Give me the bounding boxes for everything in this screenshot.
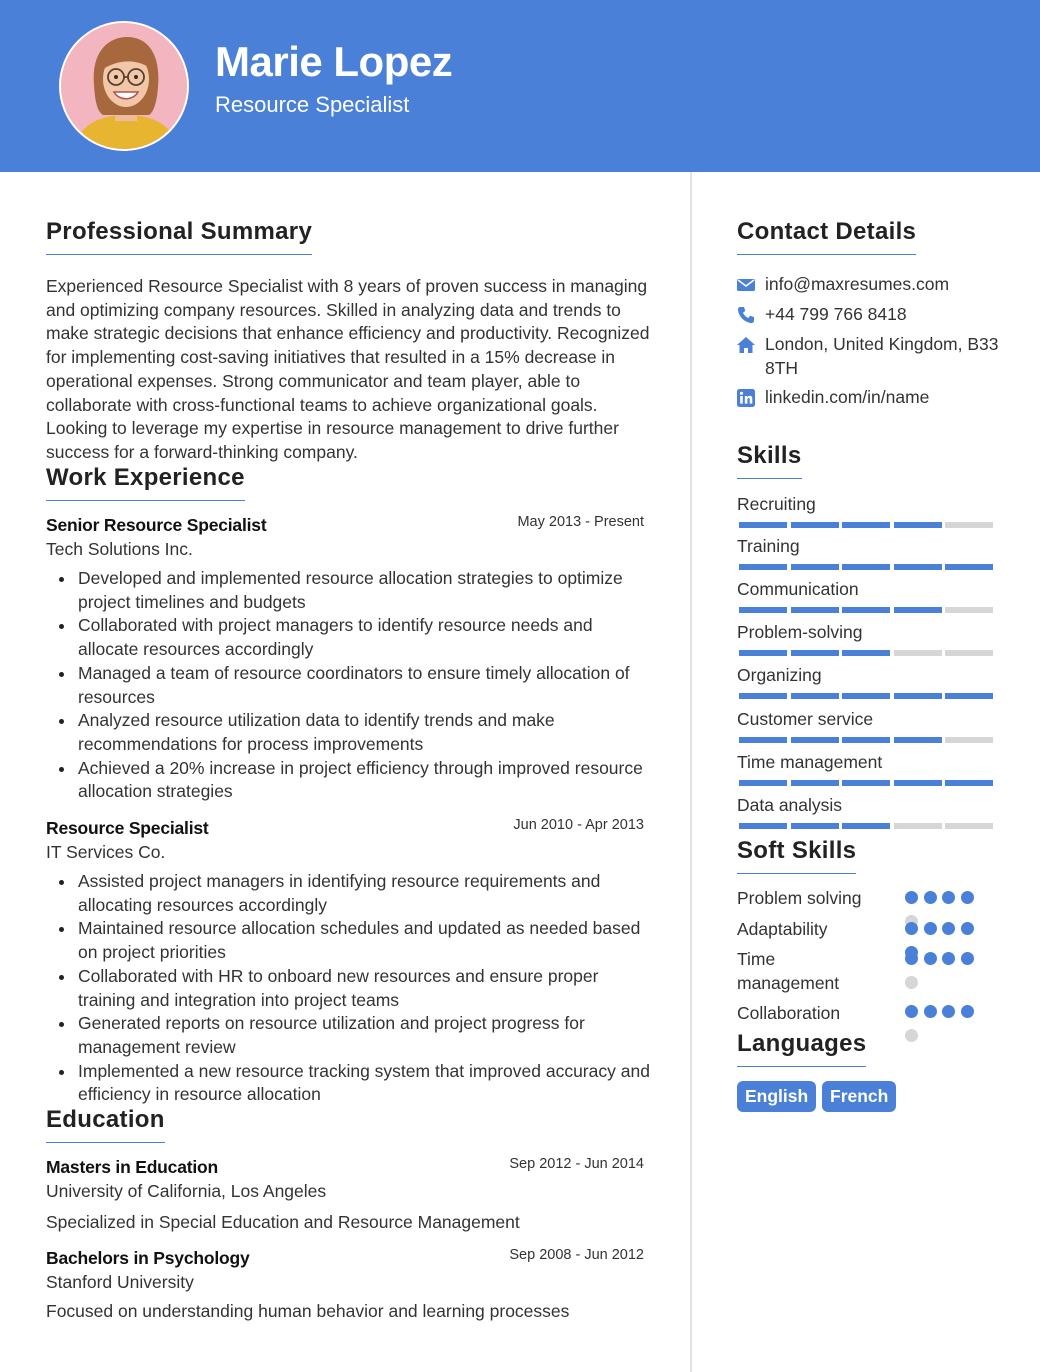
soft-skill-dot (905, 891, 918, 904)
profile-photo (59, 21, 189, 151)
phone-icon (737, 306, 755, 324)
soft-skills-heading: Soft Skills (737, 837, 857, 864)
skill-level-segment (894, 564, 942, 570)
skill-name: Problem-solving (737, 622, 863, 642)
skill-level-segment (842, 522, 890, 528)
skill-level-segment (945, 823, 993, 829)
degree-dates: Sep 2008 - Jun 2012 (509, 1247, 644, 1263)
education-heading: Education (46, 1106, 165, 1133)
skill-level-bar (739, 650, 993, 656)
job-bullet: Implemented a new resource tracking system that improved accuracy and efficiency in resource allocation (46, 1060, 656, 1107)
skill-level-segment (842, 650, 890, 656)
skill-level-segment (842, 607, 890, 613)
job-bullet: Achieved a 20% increase in project efficiency through improved resource allocation strategies (46, 757, 656, 804)
skill-level-segment (945, 693, 993, 699)
skill-level-segment (739, 780, 787, 786)
home-icon (737, 336, 755, 354)
soft-skill-dot (961, 1005, 974, 1018)
skills-heading: Skills (737, 442, 802, 469)
job-bullet: Collaborated with HR to onboard new resources and ensure proper training and integration into project teams (46, 965, 656, 1012)
contact-email-text[interactable]: info@maxresumes.com (765, 274, 950, 294)
summary-heading: Professional Summary (46, 218, 313, 245)
degree-school: Stanford University (46, 1272, 194, 1292)
column-divider (690, 172, 692, 1372)
soft-skill-dot (961, 891, 974, 904)
soft-skill-dot (905, 1005, 918, 1018)
skill-level-segment (739, 693, 787, 699)
degree-title: Masters in Education (46, 1157, 219, 1177)
soft-skill-dot (924, 891, 937, 904)
soft-skill-dot (905, 1029, 918, 1042)
skill-level-bar (739, 737, 993, 743)
soft-skill-name: Collaboration (737, 1003, 841, 1023)
skill-level-segment (945, 780, 993, 786)
skill-level-segment (894, 780, 942, 786)
degree-title: Bachelors in Psychology (46, 1248, 250, 1268)
skill-level-segment (791, 693, 839, 699)
contact-linkedin-text[interactable]: linkedin.com/in/name (765, 387, 930, 407)
skill-level-bar (739, 522, 993, 528)
skill-level-bar (739, 823, 993, 829)
job-bullet: Generated reports on resource utilization and project progress for management review (46, 1012, 656, 1059)
skill-name: Recruiting (737, 494, 816, 514)
skill-level-segment (894, 607, 942, 613)
soft-skill-dot (905, 922, 918, 935)
job-bullet: Analyzed resource utilization data to identify trends and make recommendations for process improvements (46, 709, 656, 756)
soft-skill-dot (905, 952, 918, 965)
skill-level-bar (739, 693, 993, 699)
job-bullet: Collaborated with project managers to identify resource needs and allocate resources accordingly (46, 614, 656, 661)
skill-level-segment (791, 522, 839, 528)
skill-level-bar (739, 564, 993, 570)
soft-skill-dot (942, 952, 955, 965)
skill-level-bar (739, 607, 993, 613)
candidate-title: Resource Specialist (215, 92, 410, 117)
soft-skill-dot (924, 922, 937, 935)
degree-note: Specialized in Special Education and Resource Management (46, 1212, 520, 1232)
skill-level-segment (842, 780, 890, 786)
skill-level-bar (739, 780, 993, 786)
job-dates: May 2013 - Present (517, 514, 644, 530)
language-badge: French (822, 1081, 896, 1112)
skill-level-segment (791, 737, 839, 743)
skill-level-segment (842, 693, 890, 699)
job-bullets (46, 567, 656, 804)
soft-skill-dot (961, 952, 974, 965)
skill-level-segment (945, 737, 993, 743)
skill-level-segment (842, 737, 890, 743)
skill-level-segment (894, 693, 942, 699)
soft-skill-dot (942, 891, 955, 904)
job-title: Senior Resource Specialist (46, 515, 267, 535)
job-company: IT Services Co. (46, 842, 166, 862)
job-bullet: Maintained resource allocation schedules and updated as needed based on project priorities (46, 917, 656, 964)
candidate-name: Marie Lopez (215, 38, 453, 85)
skill-level-segment (739, 737, 787, 743)
soft-skill-name: Problem solving (737, 888, 862, 908)
skill-level-segment (739, 522, 787, 528)
skill-level-segment (791, 780, 839, 786)
job-title: Resource Specialist (46, 818, 209, 838)
skill-level-segment (842, 564, 890, 570)
language-badge: English (737, 1081, 816, 1112)
soft-skill-dot (942, 1005, 955, 1018)
profile-photo-illustration (61, 23, 189, 151)
skill-level-segment (945, 522, 993, 528)
skill-name: Data analysis (737, 795, 843, 815)
skill-level-segment (791, 607, 839, 613)
skill-level-segment (791, 823, 839, 829)
skill-level-segment (842, 823, 890, 829)
skill-level-segment (791, 564, 839, 570)
languages-heading: Languages (737, 1030, 867, 1057)
resume-header (0, 0, 1040, 172)
job-company: Tech Solutions Inc. (46, 539, 193, 559)
contact-address-text: London, United Kingdom, B33 8TH (765, 334, 999, 378)
skill-level-segment (739, 650, 787, 656)
skill-level-segment (791, 650, 839, 656)
soft-skill-name: Adaptability (737, 919, 828, 939)
degree-dates: Sep 2012 - Jun 2014 (509, 1156, 644, 1172)
soft-skill-dot (905, 976, 918, 989)
skill-level-segment (894, 522, 942, 528)
degree-school: University of California, Los Angeles (46, 1181, 327, 1201)
skill-level-segment (894, 650, 942, 656)
job-bullet: Assisted project managers in identifying resource requirements and allocating resources accordingly (46, 870, 656, 917)
job-bullets (46, 870, 656, 1107)
skill-level-segment (739, 607, 787, 613)
job-bullet: Developed and implemented resource allocation strategies to optimize project timelines and budgets (46, 567, 656, 614)
skill-level-segment (894, 737, 942, 743)
contact-heading: Contact Details (737, 218, 917, 245)
summary-text: Experienced Resource Specialist with 8 years of proven success in managing and optimizing company resources. Skilled in analyzing data and trends to make strategic decisions that enhance efficiency and productivity. Recognized for implementing cost-saving initiatives that resulted in a 15% decrease in operational expenses. Strong communicator and team player, able to collaborate with cross-functional teams to achieve organizational goals. Looking to leverage my expertise in resource management to drive further success for a forward-thinking company. (46, 276, 650, 462)
skill-name: Time management (737, 752, 883, 772)
skill-level-segment (739, 823, 787, 829)
soft-skill-dot (924, 1005, 937, 1018)
soft-skill-name: Time management (737, 949, 840, 993)
skill-level-segment (894, 823, 942, 829)
soft-skill-dot (942, 922, 955, 935)
skill-name: Organizing (737, 665, 822, 685)
skill-level-segment (739, 564, 787, 570)
soft-skill-dot (924, 952, 937, 965)
skill-level-segment (945, 650, 993, 656)
contact-phone-text: +44 799 766 8418 (765, 304, 907, 324)
job-dates: Jun 2010 - Apr 2013 (513, 817, 644, 833)
skill-level-segment (945, 564, 993, 570)
skill-name: Training (737, 536, 800, 556)
skill-name: Communication (737, 579, 859, 599)
degree-note: Focused on understanding human behavior and learning processes (46, 1301, 570, 1321)
soft-skill-dot (961, 922, 974, 935)
skill-name: Customer service (737, 709, 874, 729)
skill-level-segment (945, 607, 993, 613)
job-bullet: Managed a team of resource coordinators to ensure timely allocation of resources (46, 662, 656, 709)
linkedin-icon (737, 389, 755, 407)
email-icon (737, 276, 755, 294)
work-heading: Work Experience (46, 464, 245, 491)
